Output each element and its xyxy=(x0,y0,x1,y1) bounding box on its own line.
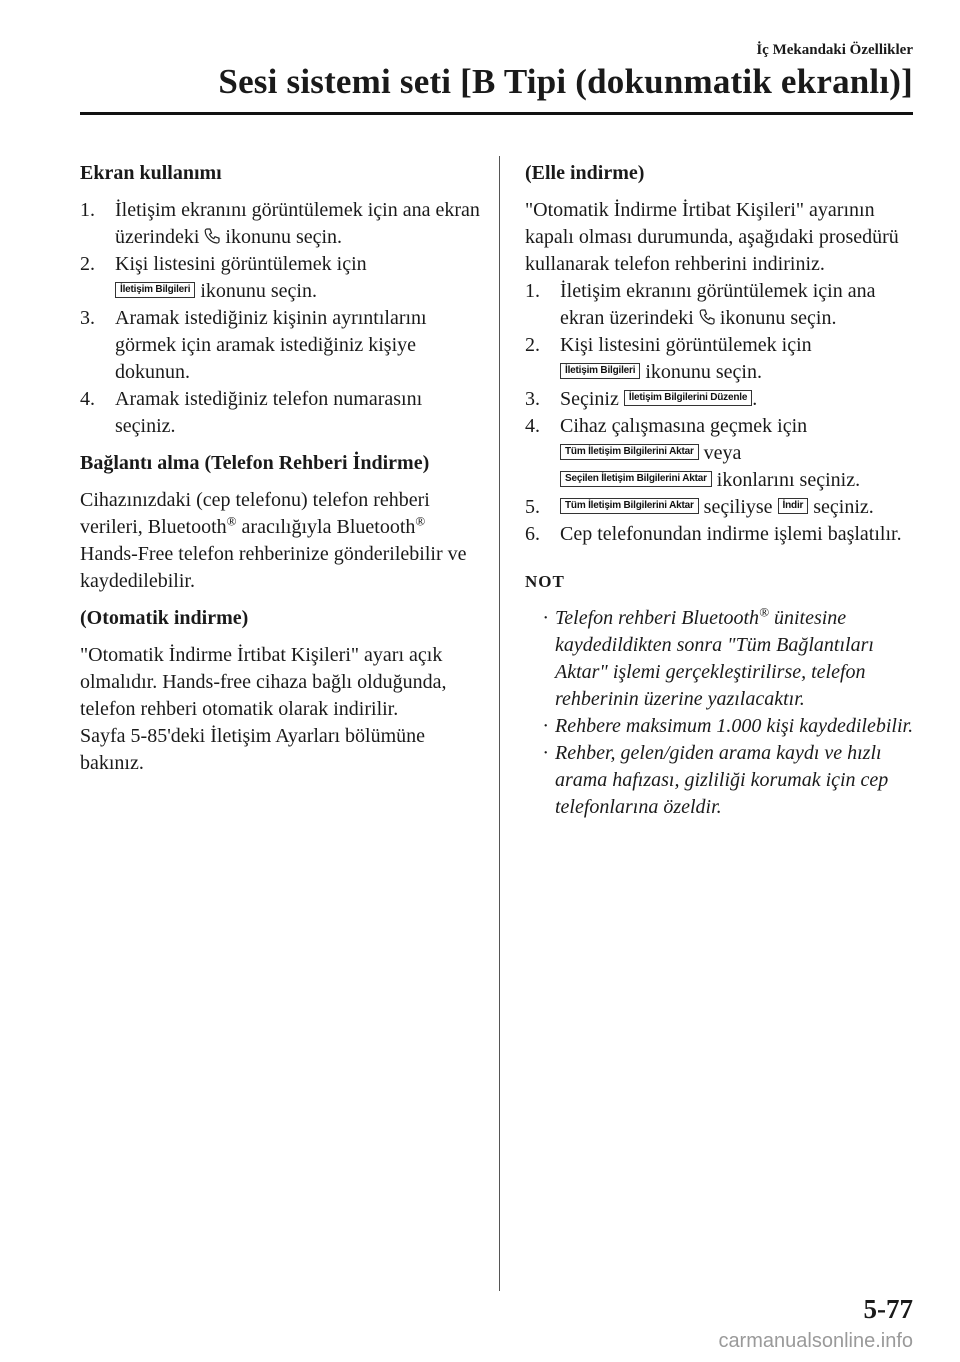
left-step-1 xyxy=(80,197,480,251)
column-divider xyxy=(499,156,500,1291)
note-item xyxy=(525,605,920,713)
step-number: 3. xyxy=(525,388,540,410)
right-step-4 xyxy=(525,413,920,494)
step-number: 2. xyxy=(525,334,540,356)
connect-heading: Bağlantı alma (Telefon Rehberi İndirme) xyxy=(80,452,430,474)
screen-usage-heading: Ekran kullanımı xyxy=(80,162,222,184)
page-reference: Sayfa 5-85'deki İletişim Ayarları bölümüne bakınız. xyxy=(80,725,426,774)
edit-contacts-button[interactable]: İletişim Bilgilerini Düzenle xyxy=(624,390,752,406)
note-label: NOT xyxy=(525,572,565,591)
left-column xyxy=(80,160,480,777)
note-item xyxy=(525,740,920,821)
step-number: 4. xyxy=(80,388,95,410)
transfer-selected-contacts-button[interactable]: Seçilen İletişim Bilgilerini Aktar xyxy=(560,471,712,487)
note-text: Rehber, gelen/giden arama kaydı ve hızlı arama hafızası, gizliliği korumak için cep telefonlarına özeldir. xyxy=(555,742,889,818)
right-step-6 xyxy=(525,521,920,548)
bullet-dot: · xyxy=(542,607,549,629)
auto-download-paragraph: "Otomatik İndirme İrtibat Kişileri" ayarı açık olmalıdır. Hands-free cihaza bağlı olduğunda, telefon rehberi otomatik olarak indirilir. xyxy=(80,644,447,720)
contact-info-button[interactable]: İletişim Bilgileri xyxy=(115,282,195,298)
download-button[interactable]: İndir xyxy=(778,498,809,514)
phone-icon xyxy=(204,227,220,245)
contact-info-button[interactable]: İletişim Bilgileri xyxy=(560,363,640,379)
auto-download-heading: (Otomatik indirme) xyxy=(80,607,249,629)
step-number: 1. xyxy=(80,199,95,221)
step-number: 2. xyxy=(80,253,95,275)
step-number: 1. xyxy=(525,280,540,302)
page-number: 5-77 xyxy=(863,1294,913,1324)
right-step-5 xyxy=(525,494,920,521)
step-number: 6. xyxy=(525,523,540,545)
connect-paragraph: Cihazınızdaki (cep telefonu) telefon rehberi verileri, Bluetooth® aracılığıyla Bluetooth® Hands-Free telefon rehberinize gönderilebilir ve kaydedilebilir. xyxy=(80,489,467,592)
left-step-4 xyxy=(80,386,480,440)
step-text: Tüm İletişim Bilgilerini Aktar seçiliyse İndir seçiniz. xyxy=(560,494,920,521)
phone-icon xyxy=(699,308,715,326)
right-step-1 xyxy=(525,278,920,332)
transfer-all-contacts-button[interactable]: Tüm İletişim Bilgilerini Aktar xyxy=(560,498,699,514)
step-text: Cihaz çalışmasına geçmek için Tüm İletişim Bilgilerini Aktar veya Seçilen İletişim Bilgilerini Aktar ikonlarını seçiniz. xyxy=(560,415,861,491)
page-title: Sesi sistemi seti [B Tipi (dokunmatik ekranlı)] xyxy=(218,62,913,101)
manual-download-heading: (Elle indirme) xyxy=(525,162,645,184)
step-number: 3. xyxy=(80,307,95,329)
bullet-dot: · xyxy=(542,742,549,764)
note-text: Rehbere maksimum 1.000 kişi kaydedilebilir. xyxy=(555,715,914,737)
title-rule xyxy=(80,112,913,115)
step-text: Cep telefonundan indirme işlemi başlatılır. xyxy=(560,523,902,545)
right-step-2 xyxy=(525,332,920,386)
step-text: Aramak istediğiniz kişinin ayrıntılarını görmek için aramak istediğiniz kişiye dokunun. xyxy=(115,307,427,383)
bullet-dot: · xyxy=(542,715,549,737)
step-text: İletişim ekranını görüntülemek için ana ekran üzerindeki ikonunu seçin. xyxy=(560,280,876,329)
note-item xyxy=(525,713,920,740)
section-label: İç Mekandaki Özellikler xyxy=(756,42,913,58)
step-text: Kişi listesini görüntülemek için İletişim Bilgileri ikonunu seçin. xyxy=(115,253,367,302)
manual-download-paragraph: "Otomatik İndirme İrtibat Kişileri" ayarının kapalı olması durumunda, aşağıdaki prosedürü kullanarak telefon rehberini indiriniz. xyxy=(525,199,899,275)
step-text: İletişim ekranını görüntülemek için ana ekran üzerindeki ikonunu seçin. xyxy=(115,199,480,248)
step-number: 5. xyxy=(525,496,540,518)
note-text: Telefon rehberi Bluetooth® ünitesine kaydedildikten sonra "Tüm Bağlantıları Aktar" işlemi gerçekleştirilirse, telefon rehberinin üzerine yazılacaktır. xyxy=(555,604,874,710)
step-text: Seçiniz İletişim Bilgilerini Düzenle . xyxy=(560,388,758,410)
watermark: carmanualsonline.info xyxy=(718,1330,913,1352)
left-step-3 xyxy=(80,305,480,386)
step-number: 4. xyxy=(525,415,540,437)
left-step-2 xyxy=(80,251,480,305)
transfer-all-contacts-button[interactable]: Tüm İletişim Bilgilerini Aktar xyxy=(560,444,699,460)
step-text: Kişi listesini görüntülemek için İletişim Bilgileri ikonunu seçin. xyxy=(560,334,812,383)
step-text: Aramak istediğiniz telefon numarasını seçiniz. xyxy=(115,388,423,437)
right-step-3 xyxy=(525,386,920,413)
right-column xyxy=(525,160,920,821)
